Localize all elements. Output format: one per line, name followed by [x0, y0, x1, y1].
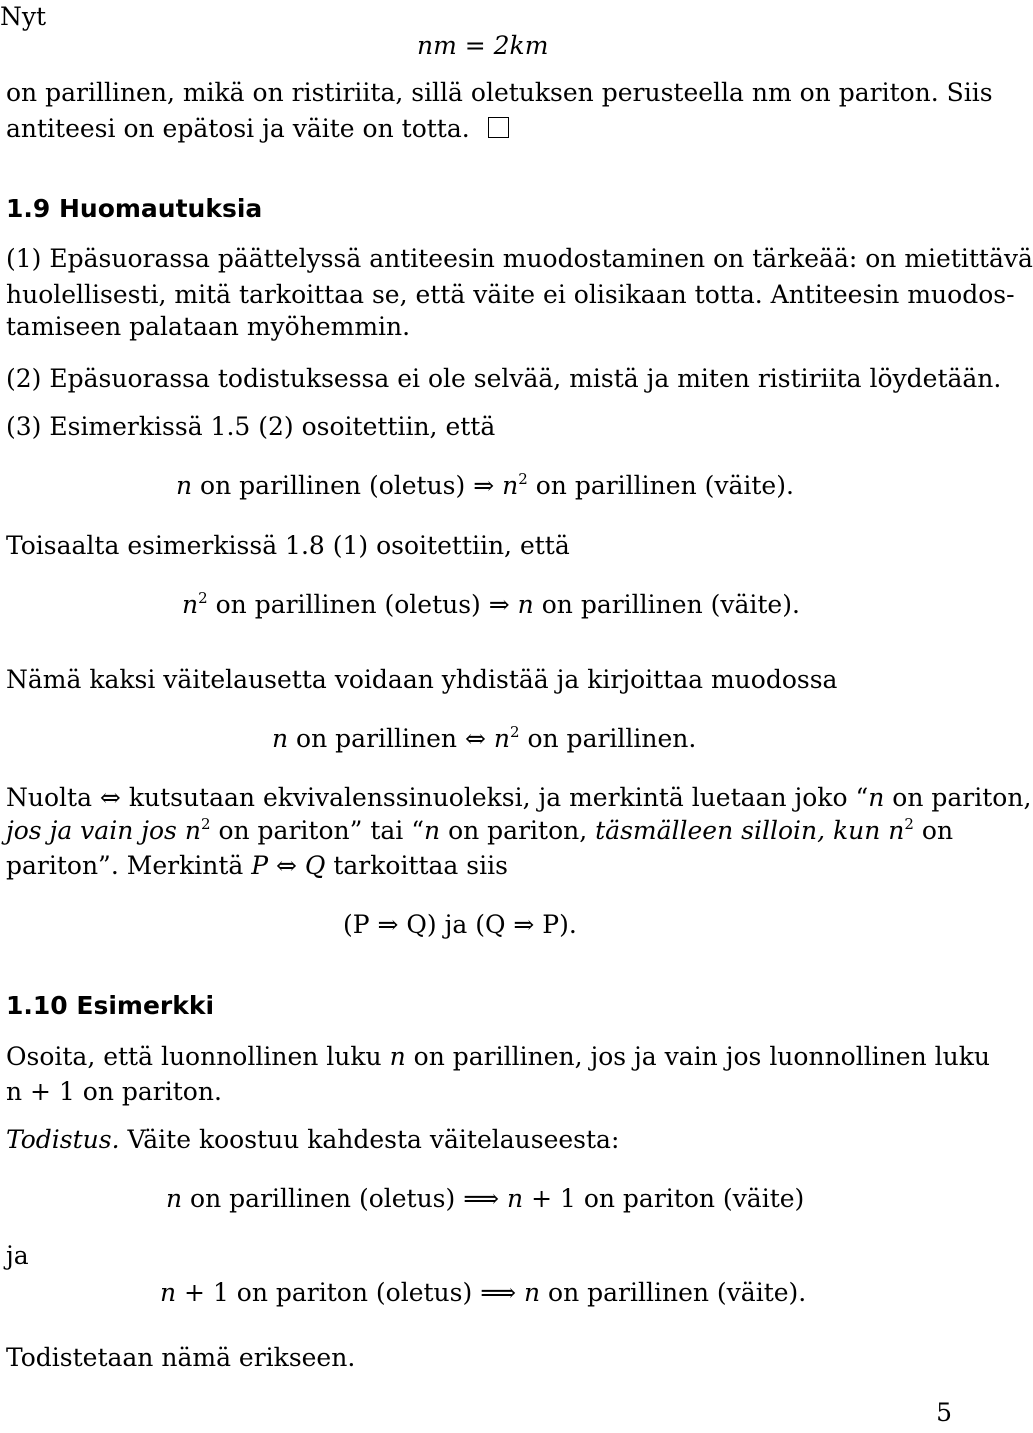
long-implies-arrow-icon: ⟹: [463, 1184, 500, 1213]
qed-square-icon: [488, 117, 509, 138]
nuolta-line-1: Nuolta ⇔ kutsutaan ekvivalenssinuoleksi, ja merkintä luetaan joko “n on pariton,: [6, 783, 1032, 812]
display-implication-1: n on parillinen (oletus) ⇒ $n^2$ on parillinen (väite).: [176, 470, 794, 500]
remark-1-line-2: huolellisesti, mitä tarkoittaa se, että väite ei olisikaan totta. Antiteesin muodos-: [6, 280, 1015, 309]
display-implication-2: $n^2$ on parillinen (oletus) ⇒ n on parillinen (väite).: [182, 589, 800, 619]
section-heading-1-10: 1.10 Esimerkki: [6, 991, 215, 1020]
display-p-q: (P ⇒ Q) ja (Q ⇒ P).: [343, 910, 577, 939]
remark-1-line-3: tamiseen palataan myöhemmin.: [6, 312, 411, 341]
intro-line-2: [6, 116, 509, 141]
intro-line-1: on parillinen, mikä on ristiriita, sillä oletuksen perusteella nm on pariton. Siis: [6, 78, 993, 107]
example-line-1: Osoita, että luonnollinen luku n on parillinen, jos ja vain jos luonnollinen luku: [6, 1042, 990, 1071]
toisaalta-line: Toisaalta esimerkissä 1.8 (1) osoitettiin, että: [6, 531, 570, 560]
display-implication-5: n on parillinen (oletus) ⟹ n + 1 on pariton (väite): [166, 1184, 805, 1213]
example-line-2: n + 1 on pariton.: [6, 1077, 222, 1106]
nuolta-line-3: pariton”. Merkintä P ⇔ Q tarkoittaa siis: [6, 851, 508, 880]
section-heading-1-9: 1.9 Huomautuksia: [6, 194, 263, 223]
display-equivalence: n on parillinen ⇔ $n^2$ on parillinen.: [272, 723, 697, 753]
final-line: Todistetaan nämä erikseen.: [6, 1343, 356, 1372]
remark-2: (2) Epäsuorassa todistuksessa ei ole selvää, mistä ja miten ristiriita löydetään.: [6, 364, 1002, 393]
equation-nm-2km: nm = 2km: [417, 31, 549, 60]
display-implication-6: n + 1 on pariton (oletus) ⟹ n on parillinen (väite).: [160, 1278, 807, 1307]
equivalence-arrow-icon: ⇔: [268, 851, 305, 880]
remark-3: (3) Esimerkissä 1.5 (2) osoitettiin, että: [6, 412, 496, 441]
equivalence-arrow-icon: ⇔: [464, 724, 486, 753]
proof-intro: Todistus. Väite koostuu kahdesta väitelauseesta:: [6, 1125, 620, 1154]
page-number: 5: [936, 1398, 952, 1427]
equivalence-arrow-icon: ⇔: [99, 783, 121, 812]
ja-word: ja: [6, 1241, 29, 1270]
implies-arrow-icon: ⇒: [488, 590, 510, 619]
nama-line: Nämä kaksi väitelausetta voidaan yhdistää ja kirjoittaa muodossa: [6, 665, 838, 694]
intro-line-2-text: antiteesi on epätosi ja väite on totta.: [6, 114, 470, 143]
implies-arrow-icon: ⇒: [473, 471, 495, 500]
proof-label: Todistus.: [6, 1125, 120, 1154]
remark-1-line-1: (1) Epäsuorassa päättelyssä antiteesin muodostaminen on tärkeää: on mietittävä: [6, 244, 1033, 273]
intro-nyt: Nyt: [0, 2, 47, 31]
long-implies-arrow-icon: ⟹: [480, 1278, 517, 1307]
nuolta-line-2: jos ja vain jos $n^2$ on pariton” tai “n on pariton, täsmälleen silloin, kun $n^2$ on: [6, 815, 954, 845]
